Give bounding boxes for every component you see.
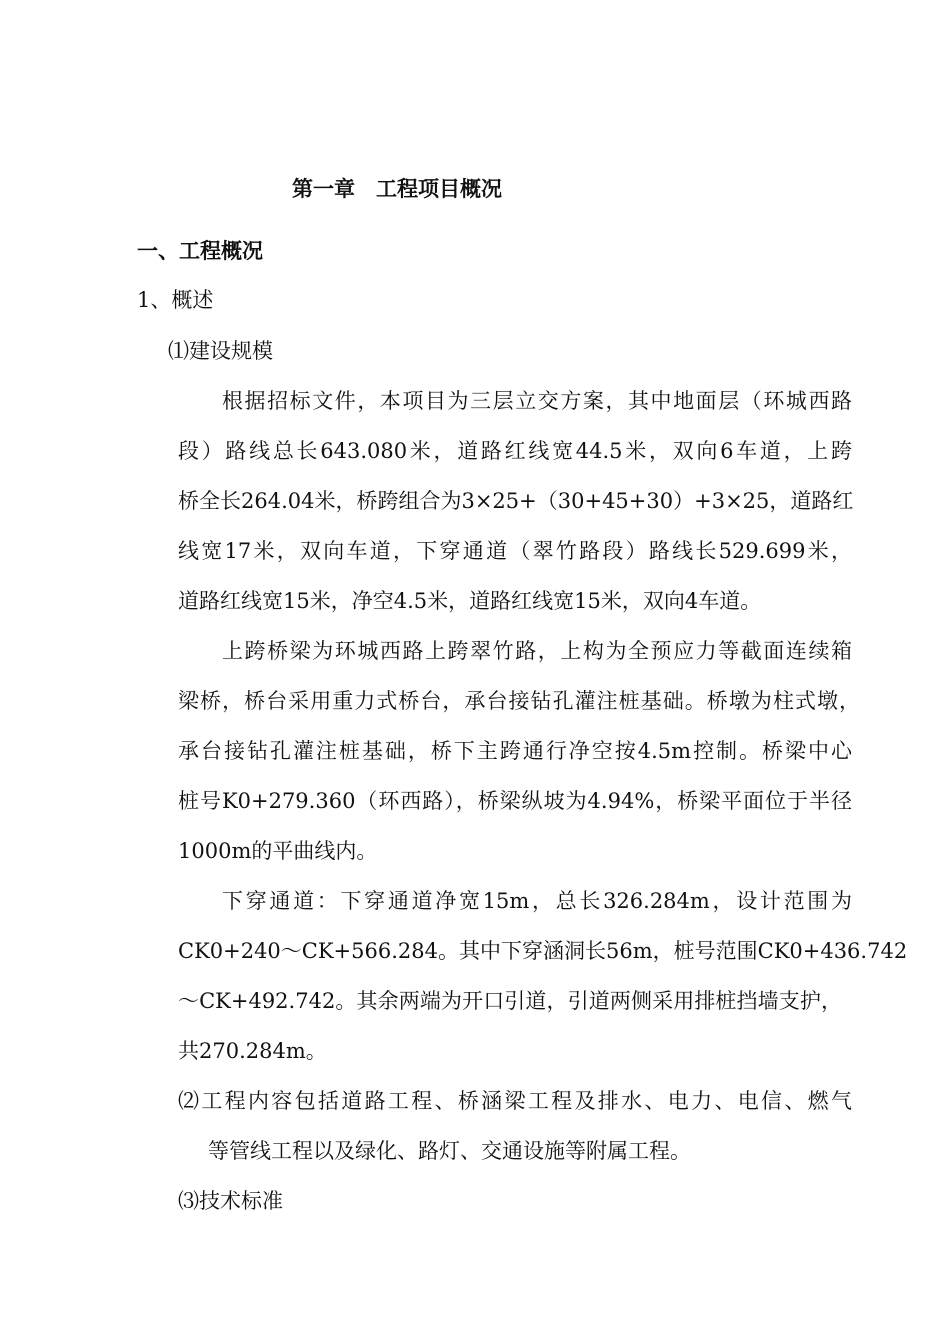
- para3-line: 共270.284m。: [178, 1039, 327, 1063]
- para1-line: 道路红线宽15米，净空4.5米，道路红线宽15米，双向4车道。: [178, 589, 762, 613]
- section-heading: 一、工程概况: [137, 239, 263, 263]
- para3-line: ～CK+492.742。其余两端为开口引道，引道两侧采用排桩挡墙支护，: [178, 989, 842, 1013]
- subsection-heading: 1、概述: [137, 288, 214, 312]
- para3-line: 下穿通道：下穿通道净宽15m，总长326.284m，设计范围为: [222, 889, 852, 913]
- item2-line: ⑵工程内容包括道路工程、桥涵梁工程及排水、电力、电信、燃气: [178, 1089, 852, 1113]
- chapter-title: 第一章 工程项目概况: [292, 177, 502, 201]
- para2-line: 上跨桥梁为环城西路上跨翠竹路，上构为全预应力等截面连续箱: [222, 639, 852, 663]
- item1-title: ⑴建设规模: [168, 339, 273, 363]
- para2-line: 梁桥，桥台采用重力式桥台，承台接钻孔灌注桩基础。桥墩为柱式墩，: [178, 689, 860, 713]
- para2-line: 承台接钻孔灌注桩基础，桥下主跨通行净空按4.5m控制。桥梁中心: [178, 739, 852, 763]
- para1-line: 段）路线总长643.080米，道路红线宽44.5米，双向6车道，上跨: [178, 439, 852, 463]
- para3-line: CK0+240～CK+566.284。其中下穿涵洞长56m，桩号范围CK0+436.742: [178, 939, 908, 963]
- para2-line: 桩号K0+279.360（环西路），桥梁纵坡为4.94%，桥梁平面位于半径: [178, 789, 852, 813]
- para1-line: 线宽17米，双向车道，下穿通道（翠竹路段）路线长529.699米，: [178, 539, 852, 563]
- item3-title: ⑶技术标准: [178, 1189, 283, 1213]
- para1-line: 桥全长264.04米，桥跨组合为3×25+（30+45+30）+3×25，道路红: [178, 489, 854, 513]
- para2-line: 1000m的平曲线内。: [178, 839, 378, 863]
- item2-line: 等管线工程以及绿化、路灯、交通设施等附属工程。: [208, 1139, 691, 1163]
- para1-line: 根据招标文件，本项目为三层立交方案，其中地面层（环城西路: [222, 389, 852, 413]
